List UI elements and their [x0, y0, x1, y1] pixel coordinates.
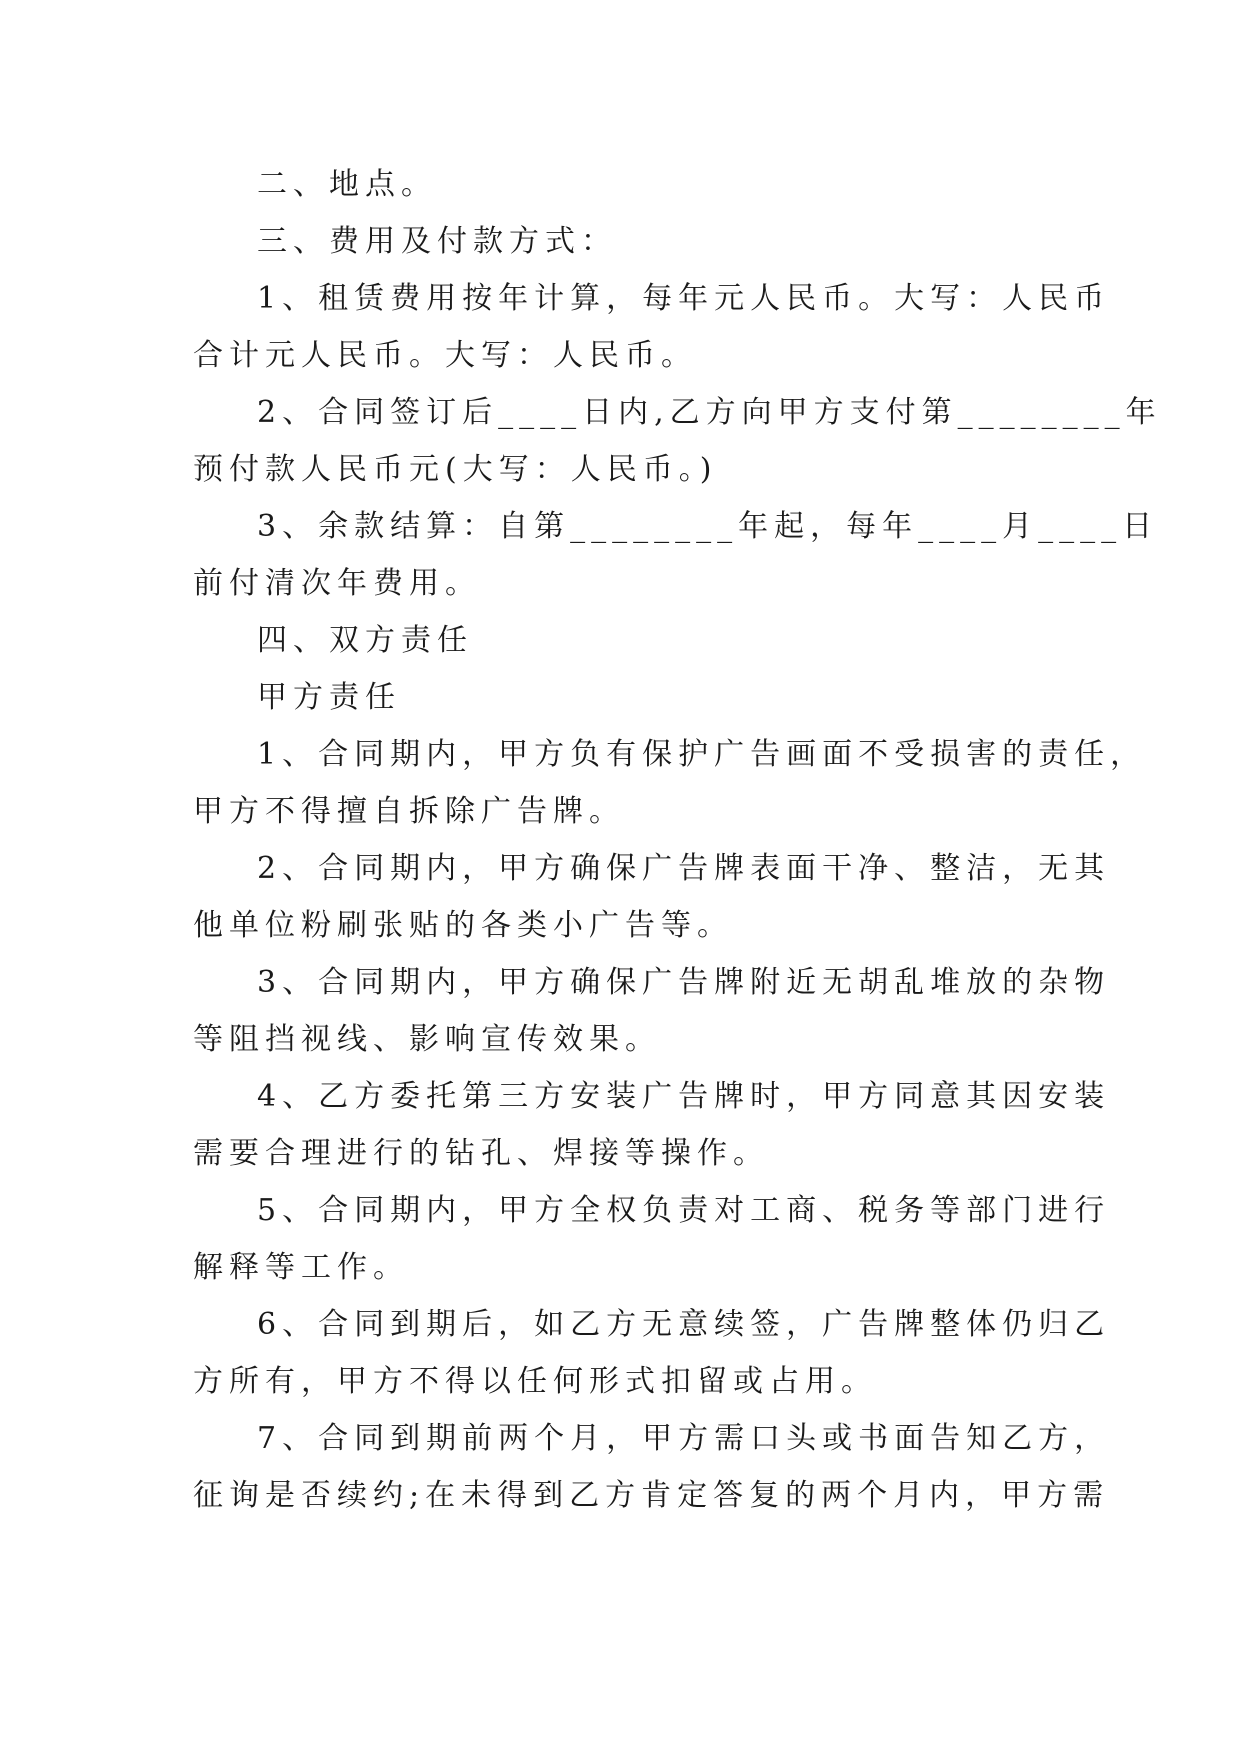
- clause-fees-3: [193, 498, 1159, 612]
- clause-fees-1: [193, 270, 1111, 384]
- paragraph-line: 前付清次年费用。: [193, 566, 481, 601]
- paragraph-line: 合计元人民币。大写：人民币。: [193, 338, 697, 373]
- clause-party-a-4: [193, 1068, 1111, 1182]
- paragraph-line: 二、地点。: [257, 167, 437, 202]
- paragraph-line: 他单位粉刷张贴的各类小广告等。: [193, 908, 733, 943]
- paragraph-line: 等阻挡视线、影响宣传效果。: [193, 1022, 661, 1057]
- paragraph-line: 3、余款结算：自第________年起，每年____月____日: [257, 509, 1159, 544]
- section-heading-location: [193, 156, 1053, 213]
- paragraph-line: 2、合同期内，甲方确保广告牌表面干净、整洁，无其: [257, 851, 1111, 886]
- document-body: [193, 156, 1162, 1524]
- clause-party-a-1: [193, 726, 1147, 840]
- paragraph-line: 7、合同到期前两个月，甲方需口头或书面告知乙方，: [257, 1421, 1111, 1456]
- paragraph-line: 5、合同期内，甲方全权负责对工商、税务等部门进行: [257, 1193, 1111, 1228]
- paragraph-line: 解释等工作。: [193, 1250, 409, 1285]
- paragraph-line: 三、费用及付款方式：: [257, 224, 617, 259]
- paragraph-line: 2、合同签订后____日内,乙方向甲方支付第________年: [257, 395, 1162, 430]
- paragraph-line: 3、合同期内，甲方确保广告牌附近无胡乱堆放的杂物: [257, 965, 1111, 1000]
- section-heading-responsibilities: [193, 612, 1053, 669]
- clause-party-a-7: [193, 1410, 1111, 1524]
- section-heading-fees: [193, 213, 1053, 270]
- clause-party-a-2: [193, 840, 1111, 954]
- paragraph-line: 征询是否续约;在未得到乙方肯定答复的两个月内，甲方需: [193, 1478, 1110, 1513]
- clause-party-a-6: [193, 1296, 1111, 1410]
- paragraph-line: 甲方不得擅自拆除广告牌。: [193, 794, 625, 829]
- paragraph-line: 方所有，甲方不得以任何形式扣留或占用。: [193, 1364, 877, 1399]
- clause-party-a-5: [193, 1182, 1111, 1296]
- subheading-party-a: [193, 669, 1053, 726]
- clause-party-a-3: [193, 954, 1111, 1068]
- paragraph-line: 甲方责任: [257, 680, 401, 715]
- paragraph-line: 需要合理进行的钻孔、焊接等操作。: [193, 1136, 769, 1171]
- paragraph-line: 1、合同期内，甲方负有保护广告画面不受损害的责任，: [257, 737, 1147, 772]
- paragraph-line: 4、乙方委托第三方安装广告牌时，甲方同意其因安装: [257, 1079, 1111, 1114]
- clause-fees-2: [193, 384, 1162, 498]
- paragraph-line: 预付款人民币元(大写：人民币。): [193, 452, 718, 487]
- paragraph-line: 6、合同到期后，如乙方无意续签，广告牌整体仍归乙: [257, 1307, 1111, 1342]
- paragraph-line: 1、租赁费用按年计算，每年元人民币。大写：人民币: [257, 281, 1111, 316]
- paragraph-line: 四、双方责任: [257, 623, 473, 658]
